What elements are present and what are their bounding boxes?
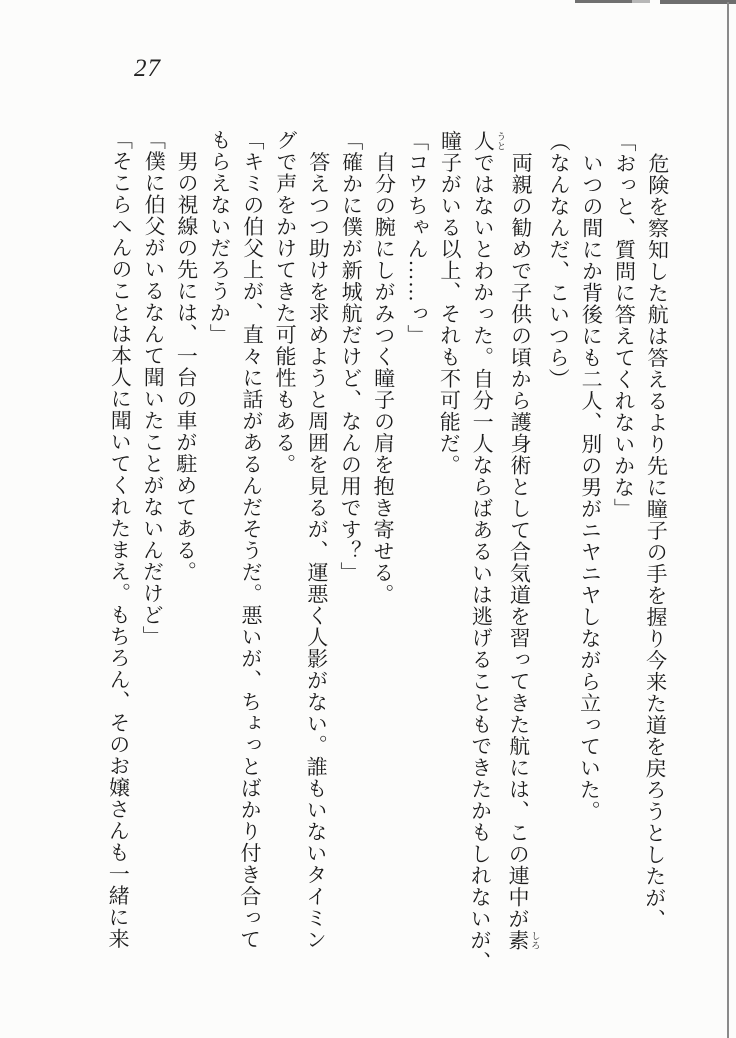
text-line: 自分の腕にしがみつく瞳子の肩を抱き寄せる。 [370, 129, 397, 605]
text-line: 「僕に伯父がいるなんて聞いたことがないんだけど」 [140, 128, 167, 648]
text-line-with-furigana [463, 130, 505, 973]
ruby-base: 人 [471, 130, 496, 152]
text-line: いつの間にか背後にも二人、別の男がニヤニヤしながら立っていた。 [577, 130, 605, 822]
page-edge-line [727, 2, 729, 1038]
text-line: 瞳子がいる以上、それも不可能だ。 [437, 129, 463, 476]
text-line: 「そこらへんのことは本人に聞いてくれたまえ。もちろん、そのお嬢さんも一緒に来 [105, 128, 134, 950]
ruby-text: うと [494, 130, 505, 152]
scan-artifact-top-right [660, 0, 736, 4]
text-line: 「コウちゃん……っ」 [404, 129, 430, 346]
furigana-ruby [505, 929, 539, 952]
text-line: 危険を察知した航は答えるより先に瞳子の手を握り今来た道を戻ろうとしたが、 [642, 130, 671, 931]
scan-artifact-top-left [575, 0, 632, 3]
text-line: 男の視線の先には、一台の車が駐めてある。 [173, 128, 200, 583]
text-segment: 両親の勧めで子供の頃から護身術として合気道を習ってきた航には、この連中が [505, 130, 534, 930]
text-line: 「確かに僕が新城航だけど、なんの用です？」 [337, 129, 364, 584]
ruby-text: しろ [528, 929, 539, 952]
text-segment: ではないとわかった。自分一人ならばあるいは逃げることもできたかもしれないが、 [467, 151, 496, 973]
text-line: 「おっと、質問に答えてくれないかな」 [611, 130, 638, 520]
novel-text-block [105, 128, 674, 973]
scan-artifact-top-mid [632, 0, 650, 3]
text-line: グで声をかけてきた可能性もある。 [272, 129, 299, 475]
ruby-base: 素 [505, 929, 530, 952]
text-line: （なんなんだ、こいつら） [546, 130, 572, 390]
text-line-with-furigana [501, 130, 543, 958]
text-line: もらえないだろうか」 [207, 128, 233, 346]
text-line: 「キミの伯父上が、直々に話があるんだそうだ。悪いが、ちょっとばかり付き合って [237, 129, 266, 951]
furigana-ruby [471, 130, 505, 152]
page-number: 27 [134, 55, 161, 82]
text-line: 答えつつ助けを求めようと周囲を見るが、運悪く人影がない。誰もいないタイミン [303, 129, 331, 951]
